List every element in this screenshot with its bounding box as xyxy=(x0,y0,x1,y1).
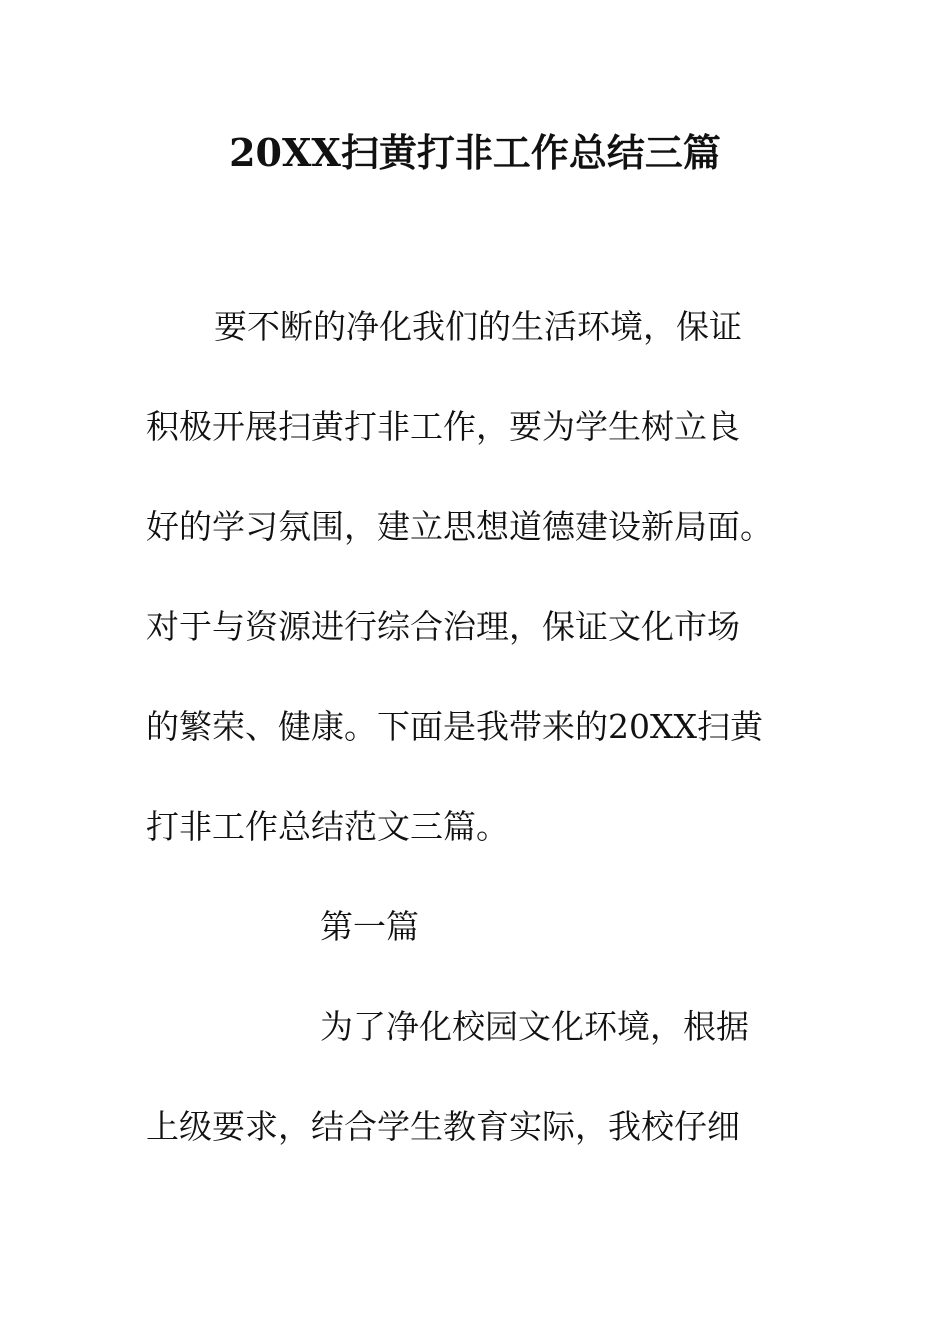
paragraph-line: 上级要求，结合学生教育实际，我校仔细 xyxy=(146,1107,740,1146)
paragraph-line: 积极开展扫黄打非工作，要为学生树立良 xyxy=(146,407,740,446)
section-heading: 第一篇 xyxy=(320,907,419,946)
paragraph-line: 的繁荣、健康。下面是我带来的20XX扫黄 xyxy=(146,707,763,746)
paragraph-line: 要不断的净化我们的生活环境，保证 xyxy=(214,307,742,346)
paragraph-line: 打非工作总结范文三篇。 xyxy=(146,807,509,846)
paragraph-line: 好的学习氛围，建立思想道德建设新局面。 xyxy=(146,507,773,546)
paragraph-line: 为了净化校园文化环境，根据 xyxy=(320,1007,749,1046)
document-title: 20XX扫黄打非工作总结三篇 xyxy=(229,130,721,175)
paragraph-line: 对于与资源进行综合治理，保证文化市场 xyxy=(146,607,740,646)
